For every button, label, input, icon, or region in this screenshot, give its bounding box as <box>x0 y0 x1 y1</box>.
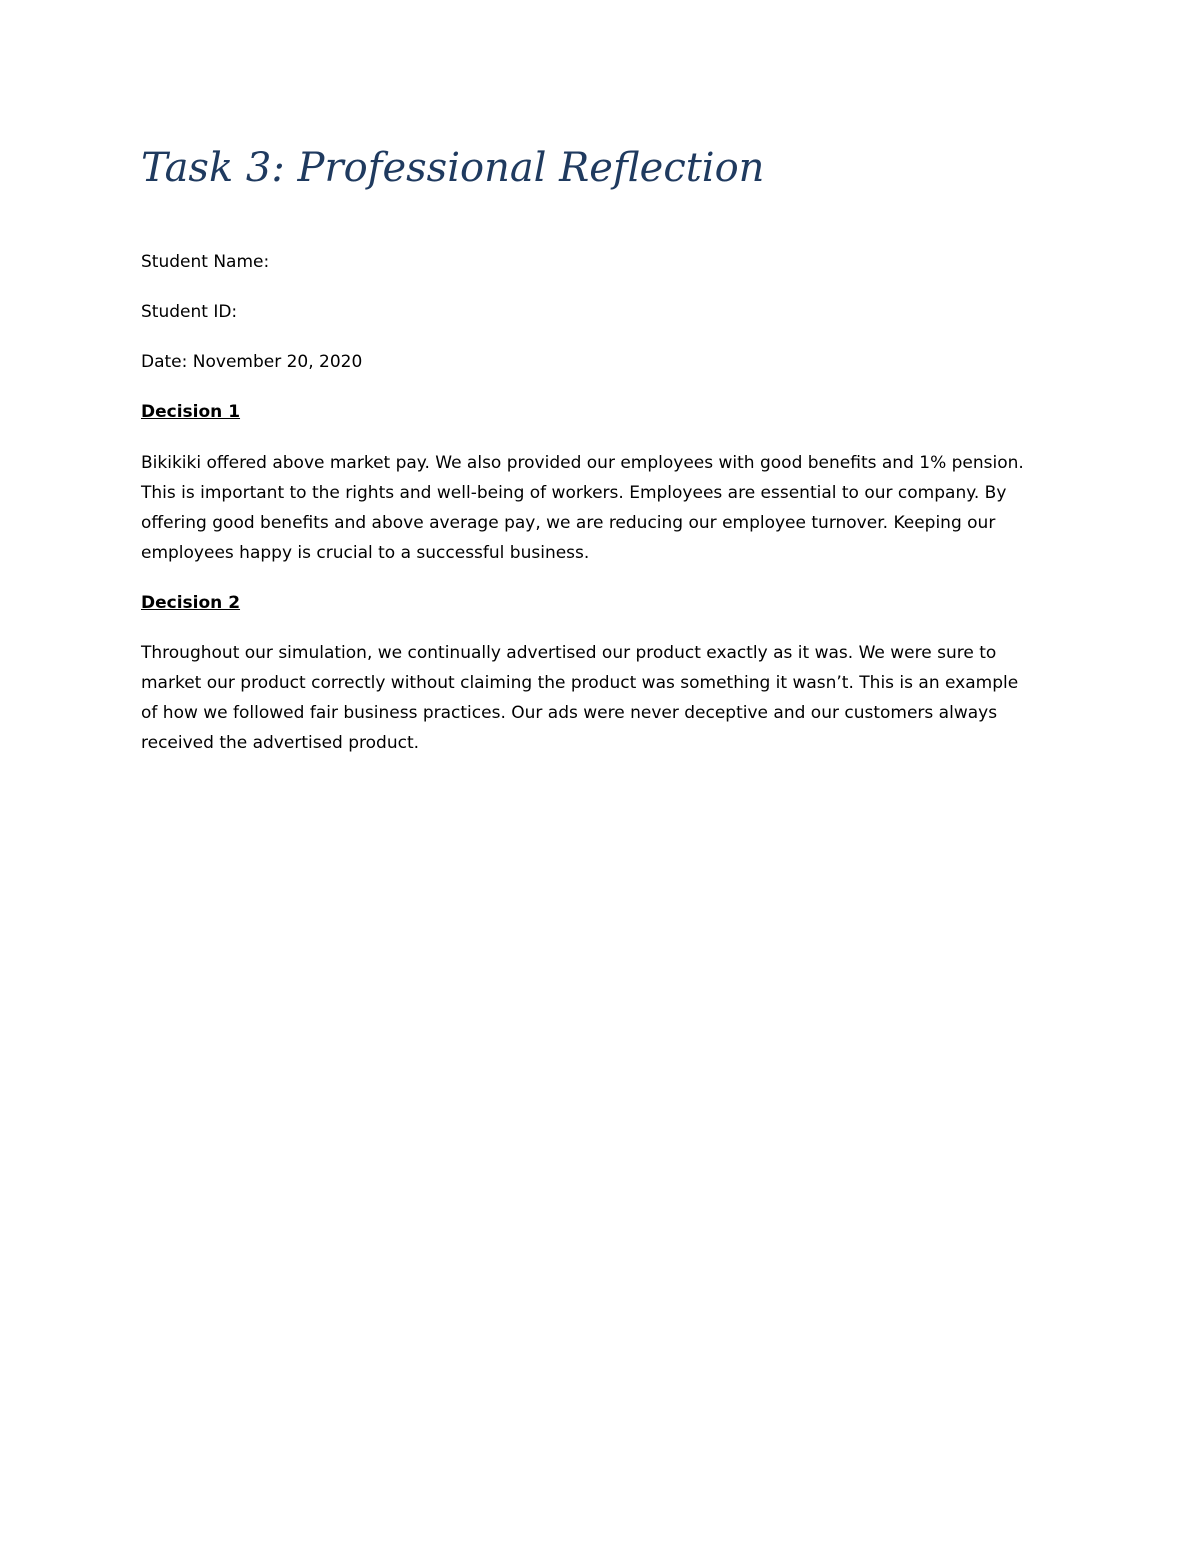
student-id-field: Student ID: <box>141 302 238 322</box>
paragraph-line: This is important to the rights and well-being of workers. Employees are essential to our company. By <box>141 483 1007 503</box>
paragraph-line: Throughout our simulation, we continually advertised our product exactly as it was. We were sure to <box>141 643 997 663</box>
decision-1-heading: Decision 1 <box>141 402 241 422</box>
decision-2-heading: Decision 2 <box>141 593 241 613</box>
document-title: Task 3: Professional Reflection <box>141 145 765 191</box>
date-field: Date: November 20, 2020 <box>141 352 363 372</box>
decision-2-paragraph <box>141 638 1061 758</box>
paragraph-line: Bikikiki offered above market pay. We also provided our employees with good benefits and 1% pension. <box>141 453 1024 473</box>
paragraph-line: of how we followed fair business practices. Our ads were never deceptive and our customers always <box>141 703 998 723</box>
paragraph-line: offering good benefits and above average pay, we are reducing our employee turnover. Keeping our <box>141 513 996 533</box>
paragraph-line: received the advertised product. <box>141 733 420 753</box>
paragraph-line: market our product correctly without claiming the product was something it wasn’t. This is an example <box>141 673 1019 693</box>
paragraph-line: employees happy is crucial to a successful business. <box>141 543 590 563</box>
student-name-field: Student Name: <box>141 252 270 272</box>
decision-1-paragraph <box>141 448 1061 568</box>
